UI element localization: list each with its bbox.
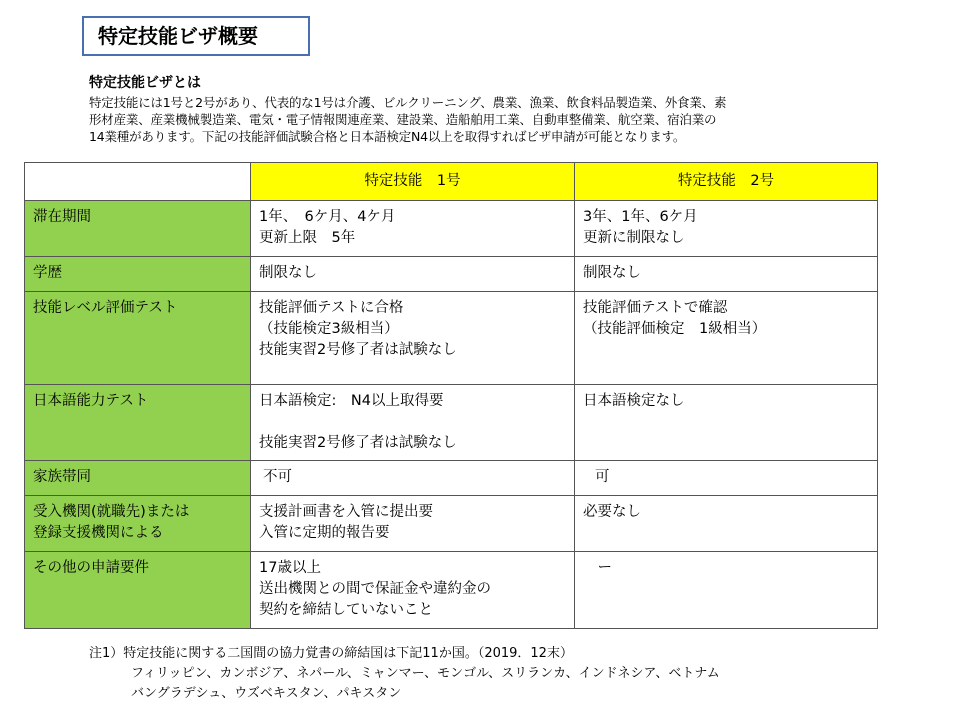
table-cell (575, 461, 878, 496)
cell-line: 制限なし (259, 265, 317, 281)
table-cell (251, 496, 575, 552)
table-cell (575, 552, 878, 629)
table-row (25, 461, 878, 496)
table-cell (575, 292, 878, 385)
cell-line: 更新に制限なし (583, 230, 685, 246)
cell-line: 可 (595, 469, 610, 485)
footnote-countries: フィリッピン、カンボジア、ネパール、ミャンマー、モンゴル、スリランカ、インドネシア、ベトナム (131, 666, 720, 681)
cell-line: 支援計画書を入管に提出要 (259, 504, 433, 520)
cell-line: 入管に定期的報告要 (259, 525, 390, 541)
cell-line: 3年、1年、6ケ月 (583, 209, 698, 225)
cell-line: 日本語検定なし (583, 393, 685, 409)
cell-line: 制限なし (583, 265, 641, 281)
row-label: その他の申請要件 (33, 560, 149, 576)
cell-line: 技能評価テストで確認 (583, 300, 728, 316)
cell-line: 技能実習2号修了者は試験なし (259, 342, 457, 358)
column-header-type1: 特定技能 1号 (251, 163, 575, 201)
cell-line: 技能実習2号修了者は試験なし (259, 435, 457, 451)
table-cell (575, 201, 878, 257)
cell-line: 更新上限 5年 (259, 230, 356, 246)
table-cell (251, 201, 575, 257)
cell-line: （技能検定3級相当） (259, 321, 399, 337)
intro-line: 特定技能には1号と2号があり、代表的な1号は介護、ビルクリーニング、農業、漁業、飲食料品製造業、外食業、素 (89, 95, 727, 110)
table-cell (251, 385, 575, 461)
column-header-type2: 特定技能 2号 (575, 163, 878, 201)
table-row (25, 552, 878, 629)
page-title: 特定技能ビザ概要 (82, 16, 310, 56)
row-label: 家族帯同 (33, 469, 91, 485)
table-row (25, 292, 878, 385)
table-header-row (25, 163, 878, 201)
cell-line: 技能評価テストに合格 (259, 300, 404, 316)
row-label: 学歴 (33, 265, 62, 281)
footnote-line: 注1）特定技能に関する二国間の協力覚書の締結国は下記11か国。（2019．12末） (89, 646, 573, 661)
table-row (25, 385, 878, 461)
table-cell (251, 461, 575, 496)
row-label: 受入機関(就職先)または (33, 504, 190, 520)
cell-line: 送出機関との間で保証金や違約金の (259, 581, 491, 597)
table-cell (251, 257, 575, 292)
row-header (25, 385, 251, 461)
row-header (25, 496, 251, 552)
cell-line: （技能評価検定 1級相当） (583, 321, 767, 337)
row-label: 技能レベル評価テスト (33, 300, 178, 316)
row-header (25, 257, 251, 292)
cell-line: 日本語検定: N4以上取得要 (259, 393, 444, 409)
intro-text (89, 94, 879, 145)
row-header (25, 461, 251, 496)
cell-line: 契約を締結していないこと (259, 602, 433, 618)
table-cell (251, 292, 575, 385)
cell-line: 不可 (263, 469, 292, 485)
table-row (25, 496, 878, 552)
intro-line: 形材産業、産業機械製造業、電気・電子情報関連産業、建設業、造船舶用工業、自動車整備業、航空業、宿泊業の (89, 112, 717, 127)
footnote-countries: バングラデシュ、ウズベキスタン、パキスタン (131, 686, 402, 701)
visa-comparison-table (24, 162, 878, 629)
table-cell (251, 552, 575, 629)
row-label: 日本語能力テスト (33, 393, 149, 409)
table-row (25, 257, 878, 292)
intro-line: 14業種があります。下記の技能評価試験合格と日本語検定N4以上を取得すればビザ申請が可能となります。 (89, 129, 686, 144)
cell-line (259, 412, 566, 433)
footnote (89, 644, 720, 704)
cell-line: ー (583, 560, 612, 576)
row-label: 登録支援機関による (33, 525, 164, 541)
intro-heading: 特定技能ビザとは (89, 75, 201, 91)
table-row (25, 201, 878, 257)
row-header (25, 552, 251, 629)
table-cell (575, 496, 878, 552)
row-label: 滞在期間 (33, 209, 91, 225)
table-cell (575, 257, 878, 292)
cell-line: 17歳以上 (259, 560, 321, 576)
table-cell (575, 385, 878, 461)
cell-line: 1年、 6ケ月、4ケ月 (259, 209, 396, 225)
row-header (25, 292, 251, 385)
row-header (25, 201, 251, 257)
cell-line: 必要なし (583, 504, 641, 520)
table-corner-cell (25, 163, 251, 201)
